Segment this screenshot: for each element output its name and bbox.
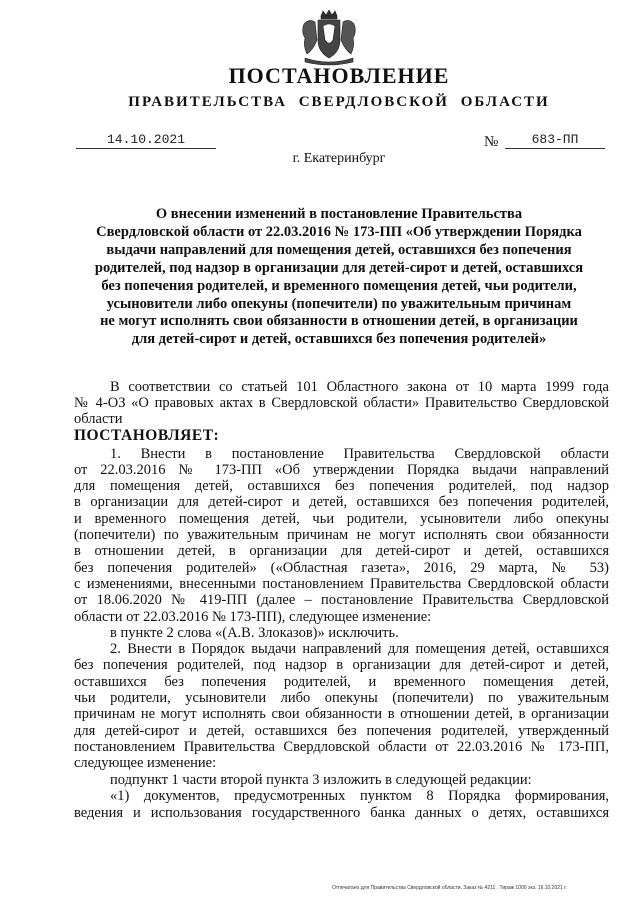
document-title: ПОСТАНОВЛЕНИЕ	[228, 63, 450, 88]
document-date: 14.10.2021	[76, 132, 216, 149]
heading-line: О внесении изменений в постановление Правительства	[155, 206, 523, 222]
heading-line: Свердловской области от 22.03.2016 № 173-ПП «Об утверждении Порядка	[96, 223, 582, 240]
heading-line: усыновители либо опекуны (попечители) по уважительным причинам	[106, 295, 572, 312]
preamble-line: области	[74, 411, 123, 427]
item2-line: постановлением Правительства Свердловской области от 22.03.2016 № 173-ПП,	[74, 739, 609, 755]
document-number: 683-ПП	[505, 132, 605, 149]
item1-line: и временного помещения детей, чьи родители, усыновители либо опекуны	[74, 511, 609, 527]
item1-line: области от 22.03.2016 № 173-ПП), следующее изменение:	[74, 609, 432, 625]
item1-line: от 22.03.2016 № 173-ПП «Об утверждении Порядка выдачи направлений	[74, 462, 609, 478]
item1-line: с изменениями, внесенными постановлением Правительства Свердловской области	[74, 576, 609, 592]
preamble-line: № 4-ОЗ «О правовых актах в Свердловской области» Правительство Свердловской	[74, 395, 609, 411]
heading-line: родителей, под надзор в организации для детей-сирот и детей, оставшихся	[94, 259, 584, 276]
item2-line: 2. Внести в Порядок выдачи направлений для помещения детей, оставшихся	[110, 641, 609, 657]
item1-line: (попечители) по уважительным причинам не могут исполнять свои обязанности	[74, 527, 609, 543]
item1-line: 1. Внести в постановление Правительства Свердловской области	[110, 446, 609, 462]
item1-change: в пункте 2 слова «(А.В. Злоказов)» исключить.	[110, 625, 399, 641]
item1-line: в отношении детей, в организации для детей-сирот и детей, оставшихся	[74, 543, 609, 559]
document-heading	[64, 206, 614, 349]
item2-quote-line: ведения и использования государственного банка данных о детях, оставшихся	[74, 805, 609, 821]
item2-line: без попечения родителей, под надзор в организации для детей-сирот и детей,	[74, 657, 609, 673]
number-sign: №	[484, 134, 499, 150]
resolves-heading: ПОСТАНОВЛЯЕТ:	[74, 427, 220, 444]
item2-line: причинам не могут исполнять свои обязанности в отношении детей, в организации	[74, 706, 609, 722]
document-issuer: ПРАВИТЕЛЬСТВА СВЕРДЛОВСКОЙ ОБЛАСТИ	[128, 94, 550, 110]
preamble-line: В соответствии со статьей 101 Областного закона от 10 марта 1999 года	[110, 379, 609, 395]
item2-sub: подпункт 1 части второй пункта 3 изложить в следующей редакции:	[110, 772, 532, 788]
item1-line: для помещения детей, оставшихся без попечения родителей, под надзор	[74, 478, 609, 494]
item2-line: следующее изменение:	[74, 755, 217, 771]
heading-line: не могут исполнять свои обязанности в отношении детей, в организации	[100, 313, 578, 330]
heading-line: для детей-сирот и детей, оставшихся без попечения родителей»	[131, 331, 547, 348]
coat-of-arms-emblem	[299, 10, 359, 66]
heading-line: без попечения родителей, и временного помещения детей, чьи родители,	[101, 277, 577, 294]
item1-line: от 18.06.2020 № 419-ПП (далее – постановление Правительства Свердловской	[74, 592, 609, 608]
item2-quote-line: «1) документов, предусмотренных пунктом 8 Порядка формирования,	[110, 788, 609, 804]
item2-line: чьи родители, усыновители либо опекуны (попечители) по уважительным	[74, 690, 609, 706]
item1-line: без попечения родителей» («Областная газета», 2016, 29 марта, № 53)	[74, 560, 609, 576]
item1-line: в организации для детей-сирот и детей, оставшихся без попечения родителей,	[74, 494, 609, 510]
print-footer: Отпечатано для Правительства Свердловской области. Заказ № 4211 . Тираж 1000 экз. 16.10.2021 г.	[332, 885, 567, 891]
heading-line: выдачи направлений для помещения детей, оставшихся без попечения	[106, 241, 572, 258]
item2-line: для детей-сирот и детей, оставшихся без попечения родителей, утвержденный	[74, 723, 609, 739]
document-city: г. Екатеринбург	[292, 151, 386, 166]
item2-line: оставшихся без попечения родителей, и временного помещения детей,	[74, 674, 609, 690]
